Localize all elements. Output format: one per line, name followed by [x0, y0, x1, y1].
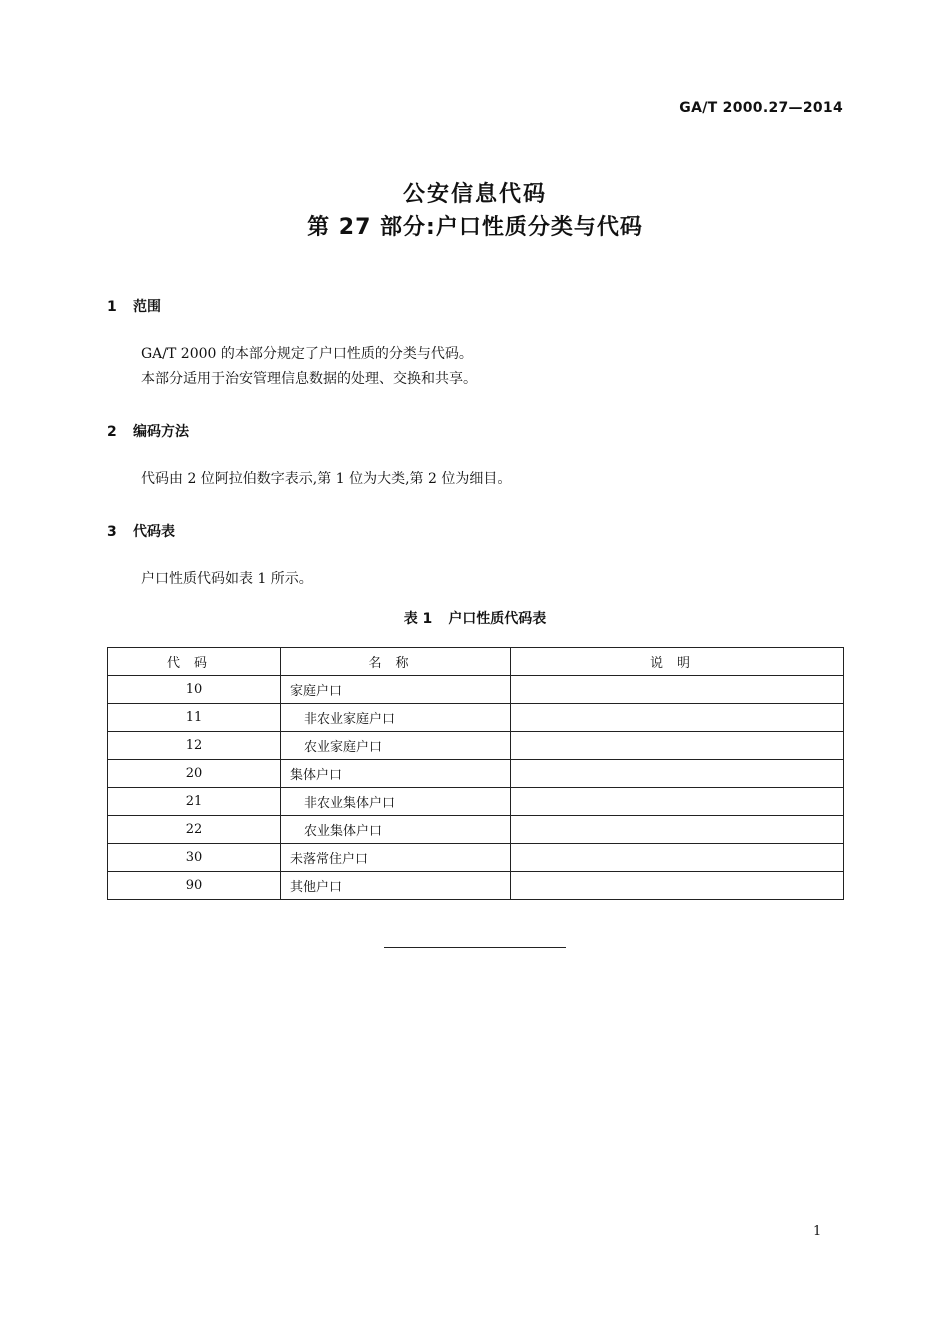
code-table: [107, 647, 844, 900]
section-number: 1: [107, 299, 117, 315]
name-cell: 未落常住户口: [281, 844, 511, 872]
code-cell: 12: [108, 732, 281, 760]
header-code: 代码: [108, 648, 281, 676]
table-header-row: [108, 648, 844, 676]
table-row: [108, 760, 844, 788]
header-name: 名称: [281, 648, 511, 676]
section-number: 2: [107, 424, 117, 440]
table-row: [108, 872, 844, 900]
section-2-heading: [107, 421, 189, 441]
note-cell: [511, 704, 844, 732]
code-cell: 10: [108, 676, 281, 704]
title-line-main: 公安信息代码: [402, 182, 547, 207]
code-cell: 30: [108, 844, 281, 872]
name-cell: 非农业家庭户口: [281, 704, 511, 732]
name-cell: 农业家庭户口: [281, 732, 511, 760]
name-cell: 家庭户口: [281, 676, 511, 704]
code-cell: 21: [108, 788, 281, 816]
name-cell: 其他户口: [281, 872, 511, 900]
table-row: [108, 816, 844, 844]
name-cell: 集体户口: [281, 760, 511, 788]
name-cell: 农业集体户口: [281, 816, 511, 844]
section-3-heading: [107, 521, 175, 541]
note-cell: [511, 676, 844, 704]
code-cell: 22: [108, 816, 281, 844]
table-caption-title: 户口性质代码表: [448, 611, 547, 627]
table-row: [108, 704, 844, 732]
table-row: [108, 788, 844, 816]
end-of-document-rule: [384, 947, 566, 948]
section-1-heading: [107, 296, 161, 316]
code-cell: 90: [108, 872, 281, 900]
section-title: 范围: [133, 299, 161, 315]
note-cell: [511, 844, 844, 872]
page-number: 1: [813, 1224, 822, 1239]
document-code: GA/T 2000.27—2014: [679, 100, 843, 116]
section-3-paragraph-1: 户口性质代码如表 1 所示。: [141, 571, 313, 587]
document-title: [0, 180, 950, 246]
section-1-paragraph-1: GA/T 2000 的本部分规定了户口性质的分类与代码。: [141, 346, 473, 362]
code-cell: 11: [108, 704, 281, 732]
name-cell: 非农业集体户口: [281, 788, 511, 816]
section-1-paragraph-2: 本部分适用于治安管理信息数据的处理、交换和共享。: [141, 371, 477, 387]
section-number: 3: [107, 524, 117, 540]
section-2-paragraph-1: 代码由 2 位阿拉伯数字表示,第 1 位为大类,第 2 位为细目。: [141, 471, 512, 487]
table-caption-number: 表 1: [403, 611, 433, 627]
table-row: [108, 732, 844, 760]
title-line-part: 第 27 部分:户口性质分类与代码: [307, 215, 643, 240]
note-cell: [511, 732, 844, 760]
note-cell: [511, 760, 844, 788]
note-cell: [511, 788, 844, 816]
table-caption: [0, 608, 950, 628]
header-note: 说明: [511, 648, 844, 676]
table-row: [108, 676, 844, 704]
code-cell: 20: [108, 760, 281, 788]
table-row: [108, 844, 844, 872]
section-title: 编码方法: [133, 424, 189, 440]
section-title: 代码表: [133, 524, 175, 540]
note-cell: [511, 816, 844, 844]
note-cell: [511, 872, 844, 900]
